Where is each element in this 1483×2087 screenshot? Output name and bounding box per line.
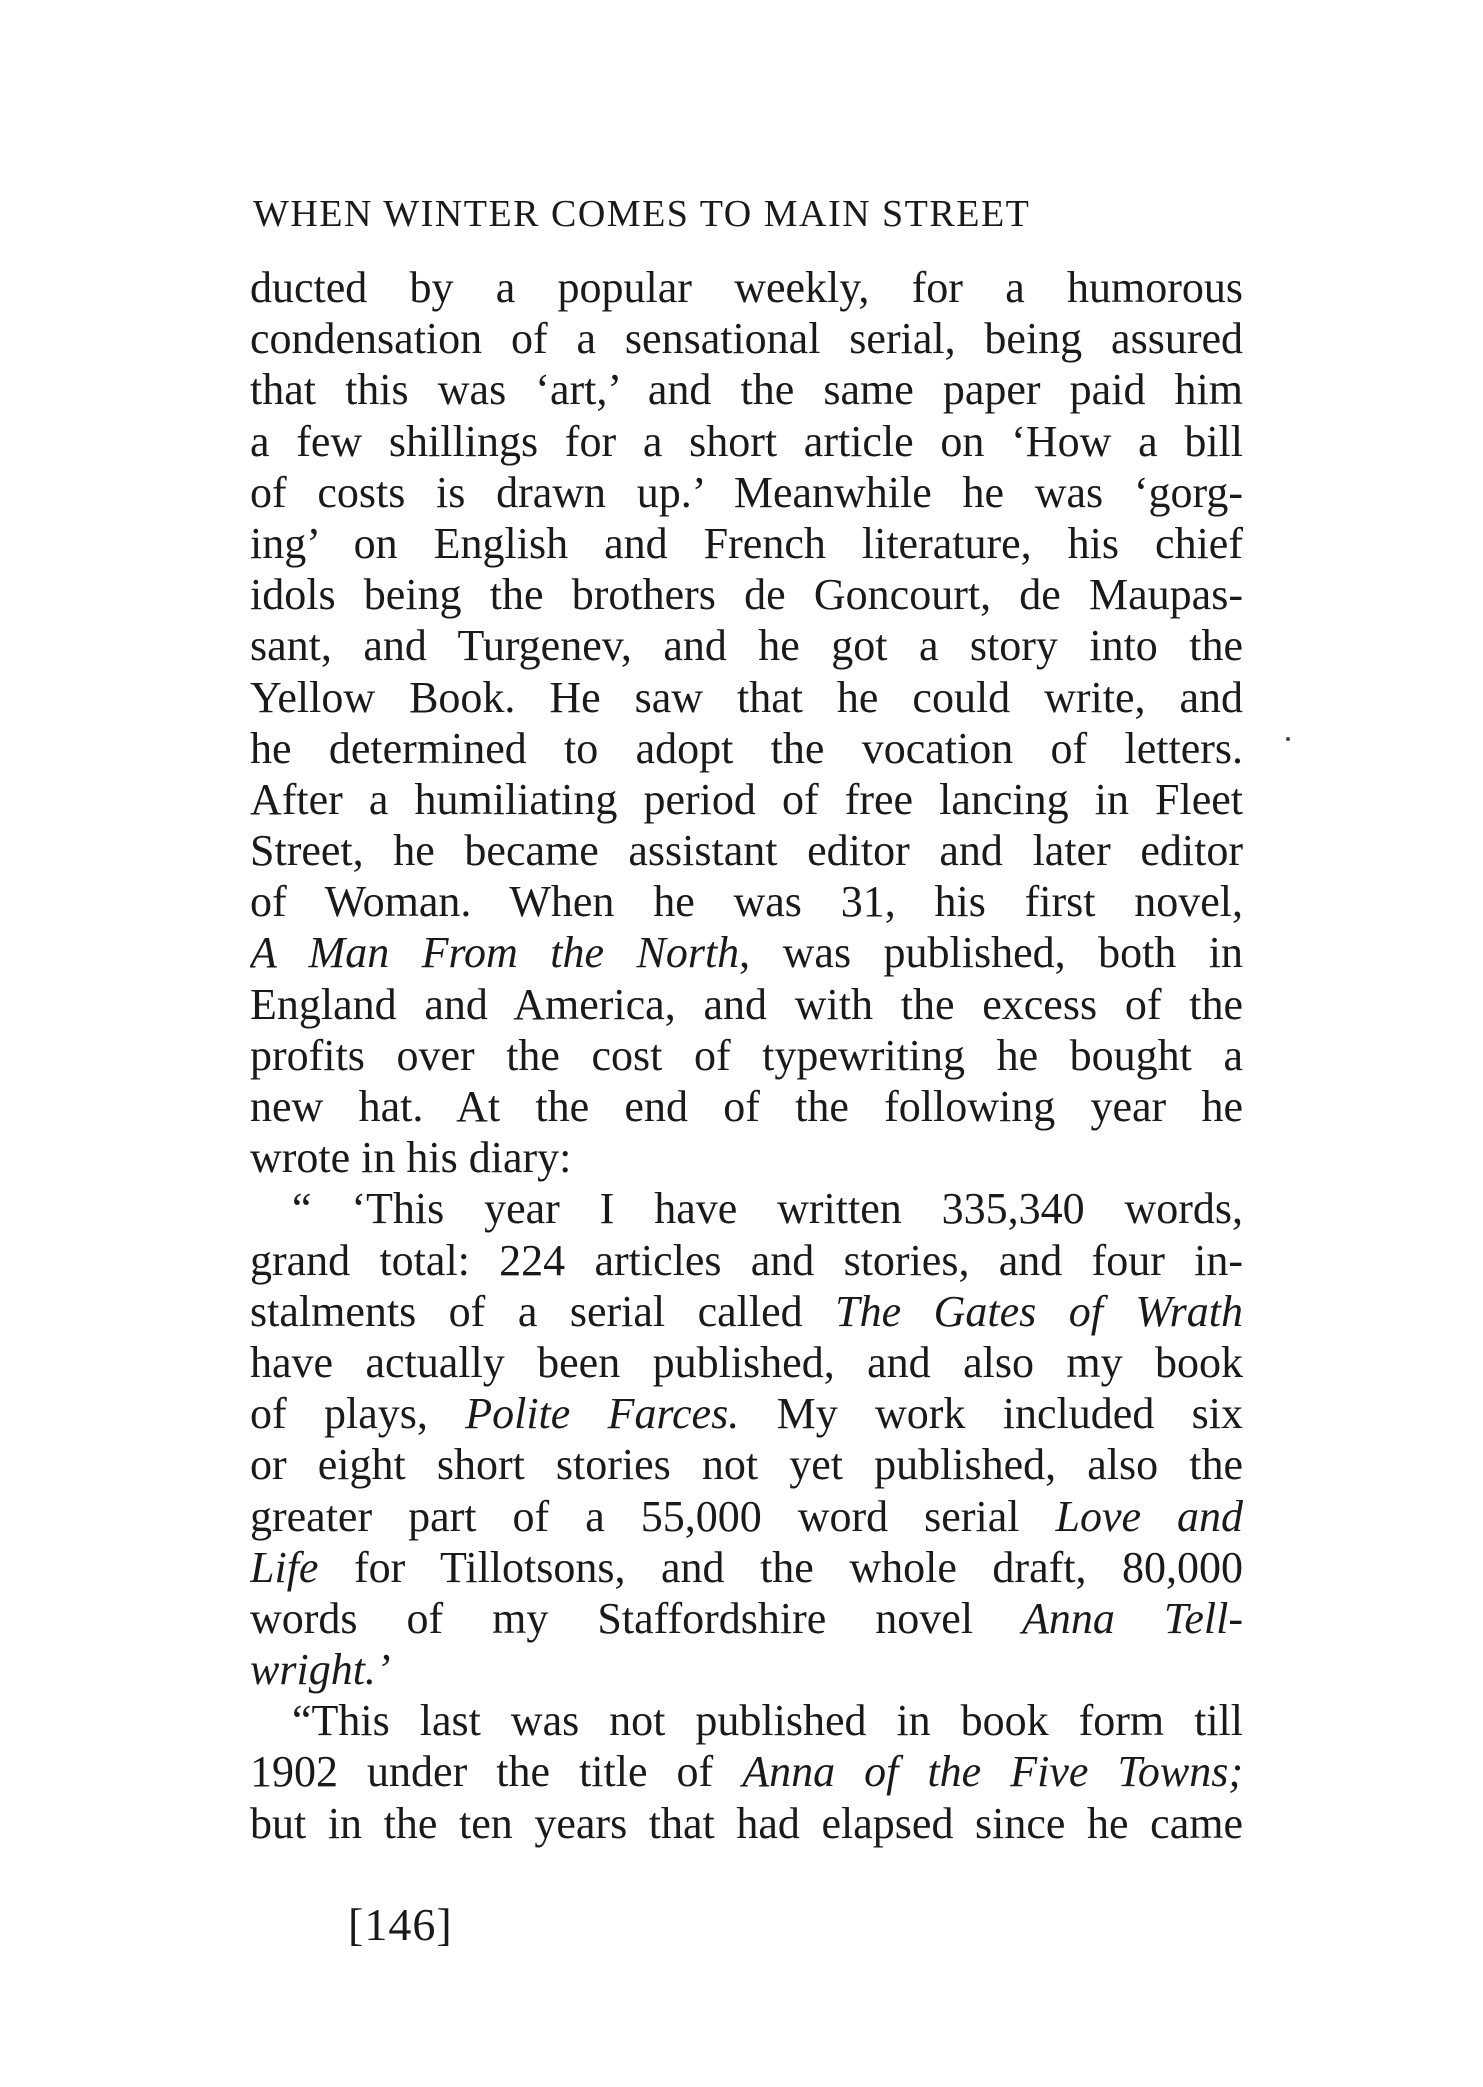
text-line: of Woman. When he was 31, his first novel,: [250, 877, 1243, 927]
text-line: Life for Tillotsons, and the whole draft, 80,000: [250, 1542, 1243, 1592]
text-line: [250, 1644, 1243, 1695]
text-line: 1902 under the title of Anna of the Five Towns;: [250, 1747, 1243, 1797]
text-line: England and America, and with the excess of the: [250, 979, 1243, 1029]
text-line: a few shillings for a short article on ‘How a bill: [250, 416, 1243, 466]
page-number: [146]: [348, 1899, 453, 1950]
text-line: A Man From the North, was published, both in: [250, 928, 1243, 978]
italic-title: The Gates of Wrath: [835, 1286, 1243, 1336]
text-line: wrote in his diary:: [250, 1133, 572, 1183]
text-line: “This last was not published in book form till: [292, 1696, 1243, 1746]
italic-title: Anna Tell-: [1022, 1593, 1243, 1643]
text-line: “ ‘This year I have written 335,340 words,: [292, 1184, 1243, 1234]
italic-title: wright.’: [250, 1645, 391, 1695]
text-line: After a humiliating period of free lancing in Fleet: [250, 774, 1243, 824]
text-line: of plays, Polite Farces. My work included six: [250, 1389, 1243, 1439]
italic-title: Life: [250, 1542, 319, 1592]
text-line: of costs is drawn up.’ Meanwhile he was ‘gorg-: [250, 467, 1243, 517]
italic-title: Love and: [1055, 1491, 1243, 1541]
text-line: but in the ten years that had elapsed since he came: [250, 1798, 1243, 1848]
body-text: [250, 262, 1243, 1849]
running-head: WHEN WINTER COMES TO MAIN STREET: [253, 193, 1031, 235]
text-line: condensation of a sensational serial, being assured: [250, 314, 1243, 364]
text-line: or eight short stories not yet published, also the: [250, 1440, 1243, 1490]
italic-title: Anna of the Five Towns;: [742, 1747, 1243, 1797]
text-line: idols being the brothers de Goncourt, de Maupas-: [250, 570, 1243, 620]
text-line: have actually been published, and also my book: [250, 1337, 1243, 1387]
text-line: ing’ on English and French literature, his chief: [250, 518, 1243, 568]
italic-title: A Man From the North: [250, 928, 740, 978]
text-line: ducted by a popular weekly, for a humorous: [250, 263, 1243, 312]
italic-title: Polite Farces.: [465, 1389, 740, 1439]
text-line: Street, he became assistant editor and later editor: [250, 826, 1243, 876]
print-speck: [1286, 737, 1290, 741]
text-line: words of my Staffordshire novel Anna Tell-: [250, 1593, 1243, 1643]
text-line: sant, and Turgenev, and he got a story into the: [250, 621, 1243, 671]
text-line: he determined to adopt the vocation of letters.: [250, 723, 1243, 773]
text-line: grand total: 224 articles and stories, and four in-: [250, 1235, 1243, 1285]
text-line: that this was ‘art,’ and the same paper paid him: [250, 365, 1243, 415]
text-line: Yellow Book. He saw that he could write, and: [250, 672, 1243, 722]
text-line: profits over the cost of typewriting he bought a: [250, 1030, 1243, 1080]
text-line: new hat. At the end of the following year he: [250, 1082, 1243, 1131]
text-line: stalments of a serial called The Gates of Wrath: [250, 1286, 1243, 1336]
text-line: greater part of a 55,000 word serial Love and: [250, 1491, 1243, 1541]
